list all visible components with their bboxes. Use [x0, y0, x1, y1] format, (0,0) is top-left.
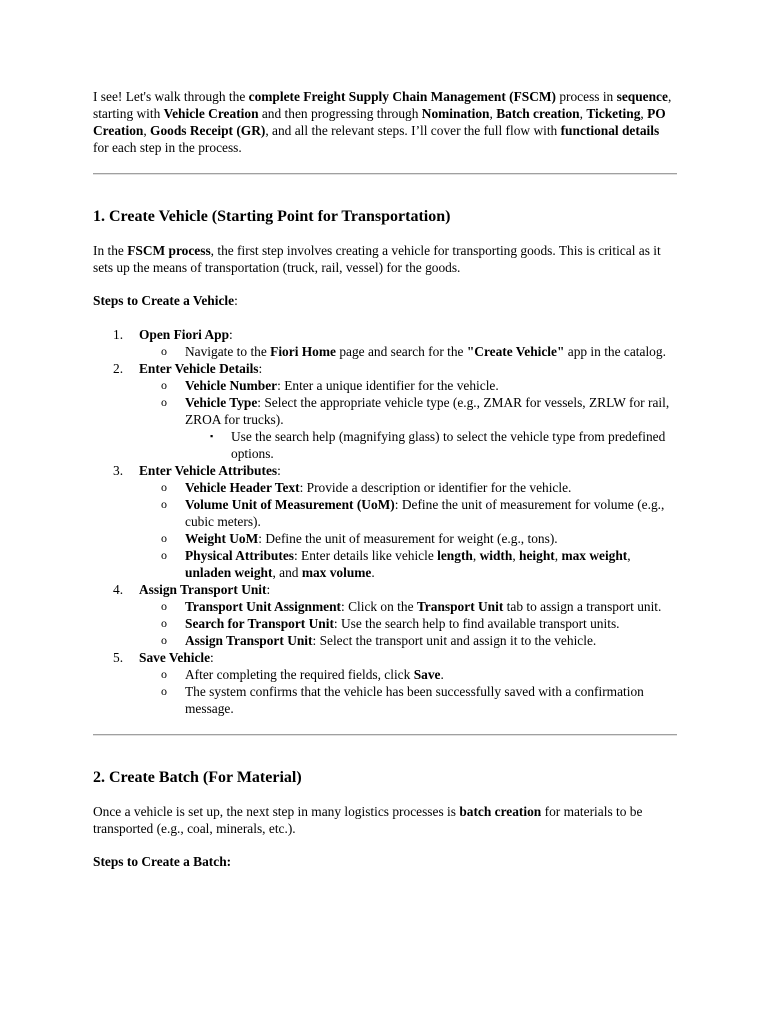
sub-item-text: , and — [272, 565, 302, 580]
paragraph-text: Once a vehicle is set up, the next step in many logistics processes is — [93, 804, 460, 819]
sub-item-bold: Save — [413, 667, 441, 682]
bullet-icon: o — [161, 633, 167, 647]
paragraph-bold: FSCM process — [127, 243, 211, 258]
sub-item — [139, 394, 677, 462]
sub-item-bold: max volume — [301, 565, 372, 580]
intro-text: , — [579, 106, 587, 121]
steps-heading-colon: : — [234, 293, 238, 308]
sub-item-bold: Fiori Home — [270, 344, 336, 359]
intro-text: for each step in the process. — [93, 140, 242, 155]
step-colon: : — [266, 582, 271, 597]
sub-item-bold: unladen weight — [185, 565, 273, 580]
bullet-icon: o — [161, 548, 167, 562]
sub-item-bold: length — [437, 548, 473, 563]
step-title: Enter Vehicle Attributes — [139, 463, 278, 478]
bullet-icon: o — [161, 684, 167, 698]
sub-item-text: : Select the appropriate vehicle type (e.g., ZMAR for vessels, ZRLW for rail, ZROA for trucks). — [185, 395, 670, 427]
intro-text: , — [143, 123, 151, 138]
document-body — [93, 88, 677, 870]
section-divider — [93, 173, 677, 175]
step-item — [93, 360, 677, 462]
step-colon: : — [277, 463, 281, 478]
intro-bold: complete Freight Supply Chain Management (FSCM) — [248, 89, 556, 104]
intro-paragraph — [93, 88, 677, 156]
section-heading: 1. Create Vehicle (Starting Point for Transportation) — [93, 208, 451, 225]
sub-item-text: app in the catalog. — [564, 344, 666, 359]
step-item — [93, 649, 677, 717]
intro-text: and then progressing through — [258, 106, 422, 121]
sub-item — [139, 530, 677, 547]
step-item — [93, 326, 677, 360]
bullet-icon: o — [161, 480, 167, 494]
sub-item — [139, 496, 677, 530]
intro-bold: Nomination — [421, 106, 490, 121]
bullet-icon: o — [161, 616, 167, 630]
intro-bold: Vehicle Creation — [163, 106, 259, 121]
steps-heading-text: Steps to Create a Batch: — [93, 854, 232, 869]
sub-item-text: After completing the required fields, click — [185, 667, 414, 682]
sub-item-bold: Assign Transport Unit — [185, 633, 313, 648]
steps-heading — [93, 853, 677, 870]
step-title: Save Vehicle — [139, 650, 211, 665]
step-sublist — [139, 479, 677, 581]
paragraph-text: for materials to be transported (e.g., coal, minerals, etc.). — [93, 804, 643, 836]
sub-item-bold: Vehicle Header Text — [185, 480, 300, 495]
step-colon: : — [258, 361, 263, 376]
sub-item-text: : Enter a unique identifier for the vehicle. — [277, 378, 499, 393]
sub-item-text: page and search for the — [335, 344, 467, 359]
bullet-icon: o — [161, 531, 167, 545]
sub-item — [139, 377, 677, 394]
intro-text: I see! Let's walk through the — [93, 89, 249, 104]
sub-item-text: : Enter details like vehicle — [293, 548, 438, 563]
sub-item-bold: Transport Unit Assignment — [185, 599, 341, 614]
sub-item-bold: Weight UoM — [185, 531, 259, 546]
step-number: 3. — [113, 463, 124, 478]
sub-item-text: . — [440, 667, 444, 682]
sub-item — [139, 479, 677, 496]
step-number: 5. — [113, 650, 124, 665]
step-sublist — [139, 598, 677, 649]
step-number: 2. — [113, 361, 124, 376]
step-number: 4. — [113, 582, 124, 597]
intro-bold: Batch creation — [496, 106, 580, 121]
sub-item-bold: Volume Unit of Measurement (UoM) — [185, 497, 395, 512]
sub-item-text: : Use the search help to find available transport units. — [333, 616, 620, 631]
sub-item-text: , — [627, 548, 631, 563]
sub-item-bold: Vehicle Type — [185, 395, 258, 410]
intro-bold: PO Creation — [93, 106, 666, 138]
sub-item-text: : Select the transport unit and assign it to the vehicle. — [312, 633, 597, 648]
step-title: Open Fiori App — [139, 327, 230, 342]
intro-bold: functional details — [560, 123, 660, 138]
step-number: 1. — [113, 327, 124, 342]
sub-item-bold: Vehicle Number — [185, 378, 278, 393]
sub-item-bold: max weight — [561, 548, 628, 563]
steps-list — [93, 326, 677, 717]
bullet-icon: o — [161, 667, 167, 681]
paragraph-text: In the — [93, 243, 128, 258]
intro-bold: sequence — [616, 89, 668, 104]
bullet-icon: o — [161, 599, 167, 613]
step-colon: : — [210, 650, 214, 665]
step-title: Enter Vehicle Details — [139, 361, 259, 376]
sub-item — [139, 547, 677, 581]
bullet-icon: o — [161, 497, 167, 511]
intro-bold: Ticketing — [586, 106, 641, 121]
bullet-icon: o — [161, 378, 167, 392]
sub-item-text: , — [554, 548, 562, 563]
nested-item — [185, 428, 677, 462]
sub-item-text: : Provide a description or identifier for the vehicle. — [299, 480, 572, 495]
steps-heading — [93, 292, 677, 309]
section-paragraph — [93, 242, 677, 276]
sub-item-bold: "Create Vehicle" — [466, 344, 565, 359]
sub-item — [139, 683, 677, 717]
section-divider — [93, 734, 677, 736]
sub-item-text: Navigate to the — [185, 344, 271, 359]
sub-item-text: : Define the unit of measurement for weight (e.g., tons). — [258, 531, 558, 546]
step-colon: : — [229, 327, 233, 342]
intro-bold: Goods Receipt (GR) — [150, 123, 266, 138]
sub-item — [139, 615, 677, 632]
sub-item — [139, 598, 677, 615]
sub-item-text: tab to assign a transport unit. — [503, 599, 662, 614]
step-item — [93, 462, 677, 581]
bullet-icon: o — [161, 395, 167, 409]
step-sublist — [139, 343, 677, 360]
sub-item-bold: width — [479, 548, 513, 563]
square-bullet-icon: ▪ — [210, 431, 214, 441]
step-title: Assign Transport Unit — [139, 582, 267, 597]
paragraph-bold: batch creation — [459, 804, 542, 819]
steps-heading-text: Steps to Create a Vehicle — [93, 293, 235, 308]
sub-item-bold: height — [519, 548, 555, 563]
sub-item-text: . — [371, 565, 375, 580]
intro-text: , starting with — [93, 89, 672, 121]
intro-text: , — [640, 106, 648, 121]
section-heading: 2. Create Batch (For Material) — [93, 769, 302, 786]
step-sublist — [139, 666, 677, 717]
nested-item-text: Use the search help (magnifying glass) to select the vehicle type from predefined options. — [231, 429, 666, 461]
nested-sublist — [185, 428, 677, 462]
sub-item-bold: Physical Attributes — [185, 548, 294, 563]
step-sublist — [139, 377, 677, 462]
bullet-icon: o — [161, 344, 167, 358]
section-paragraph — [93, 803, 677, 837]
paragraph-text: , the first step involves creating a vehicle for transporting goods. This is critical as it sets up the means of transportation (truck, rail, vessel) for the goods. — [93, 243, 661, 275]
intro-text: process in — [555, 89, 617, 104]
sub-item-bold: Transport Unit — [416, 599, 504, 614]
sub-item — [139, 666, 677, 683]
step-item — [93, 581, 677, 649]
sub-item-text: : Define the unit of measurement for volume (e.g., cubic meters). — [185, 497, 665, 529]
sub-item-text: The system confirms that the vehicle has been successfully saved with a confirmation message. — [185, 684, 644, 716]
intro-text: , and all the relevant steps. I’ll cover the full flow with — [265, 123, 561, 138]
sub-item-text: : Click on the — [341, 599, 417, 614]
sub-item-text: , — [512, 548, 520, 563]
intro-text: , — [489, 106, 497, 121]
sub-item-text: , — [472, 548, 480, 563]
sub-item-bold: Search for Transport Unit — [185, 616, 334, 631]
sub-item — [139, 343, 677, 360]
sub-item — [139, 632, 677, 649]
